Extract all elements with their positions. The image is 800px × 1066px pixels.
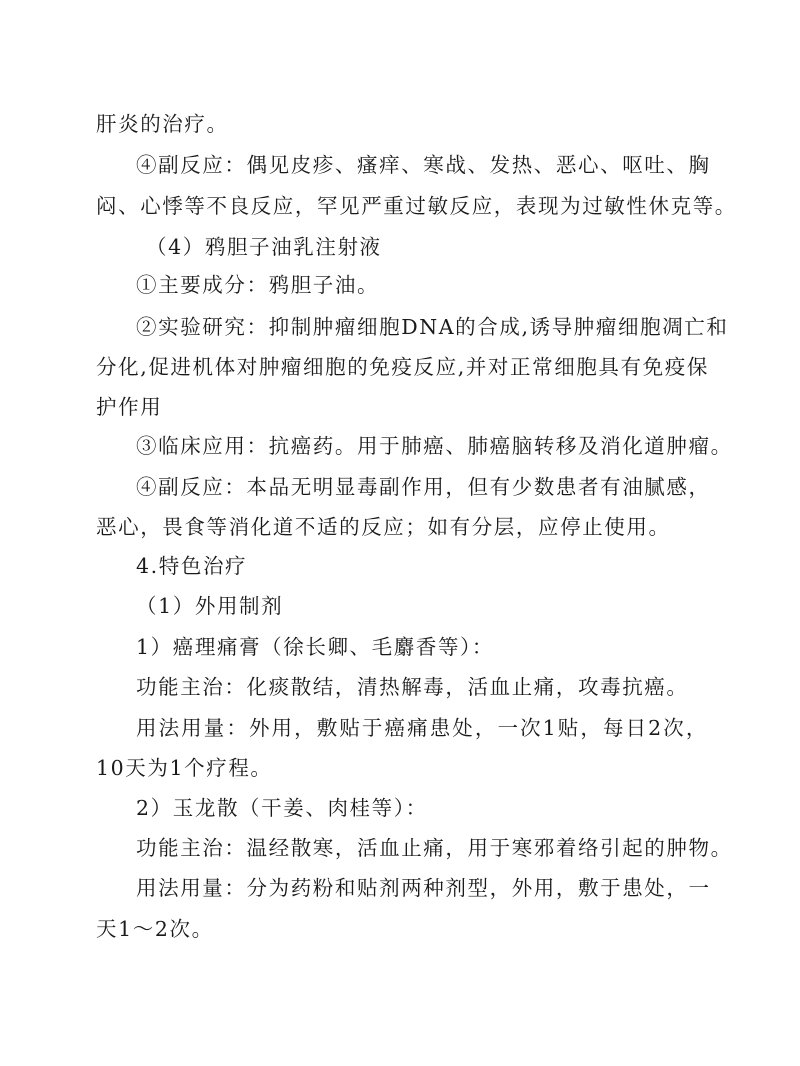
item-heading: 1）癌理痛膏（徐长卿、毛麝香等）：: [136, 635, 494, 659]
text-line: ③临床应用：抗癌药。用于肺癌、肺癌脑转移及消化道肿瘤。: [136, 434, 733, 458]
text-line: ①主要成分：鸦胆子油。: [136, 273, 380, 297]
text-line: 用法用量：分为药粉和贴剂两种剂型，外用，敷于患处，一: [136, 876, 711, 900]
subsection-heading: （1）外用制剂: [136, 594, 284, 618]
text-line: ④副反应：本品无明显毒副作用，但有少数患者有油腻感，: [136, 475, 711, 499]
text-line: 10天为1个疗程。: [96, 756, 273, 780]
text-line: ④副反应：偶见皮疹、瘙痒、寒战、发热、恶心、呕吐、胸: [136, 153, 711, 177]
section-heading: 4.特色治疗: [136, 554, 248, 578]
text-line: 功能主治：温经散寒，活血止痛，用于寒邪着络引起的肿物。: [136, 836, 733, 860]
subsection-heading: （4）鸦胆子油乳注射液: [146, 235, 382, 259]
text-line: 肝炎的治疗。: [96, 112, 229, 136]
text-line: 闷、心悸等不良反应，罕见严重过敏反应，表现为过敏性休克等。: [96, 194, 737, 218]
text-line: 天1～2次。: [96, 917, 214, 941]
text-line: 用法用量：外用，敷贴于癌痛患处，一次1贴，每日2次，: [136, 716, 708, 740]
text-line: 护作用: [96, 395, 163, 419]
item-heading: 2）玉龙散（干姜、肉桂等）：: [136, 796, 428, 820]
text-line: 功能主治：化痰散结，清热解毒，活血止痛，攻毒抗癌。: [136, 675, 689, 699]
text-line: 分化,促进机体对肿瘤细胞的免疫反应,并对正常细胞具有免疫保: [96, 355, 709, 379]
text-line: ②实验研究：抑制肿瘤细胞DNA的合成,诱导肿瘤细胞凋亡和: [136, 315, 729, 339]
text-line: 恶心，畏食等消化道不适的反应；如有分层，应停止使用。: [96, 515, 671, 539]
